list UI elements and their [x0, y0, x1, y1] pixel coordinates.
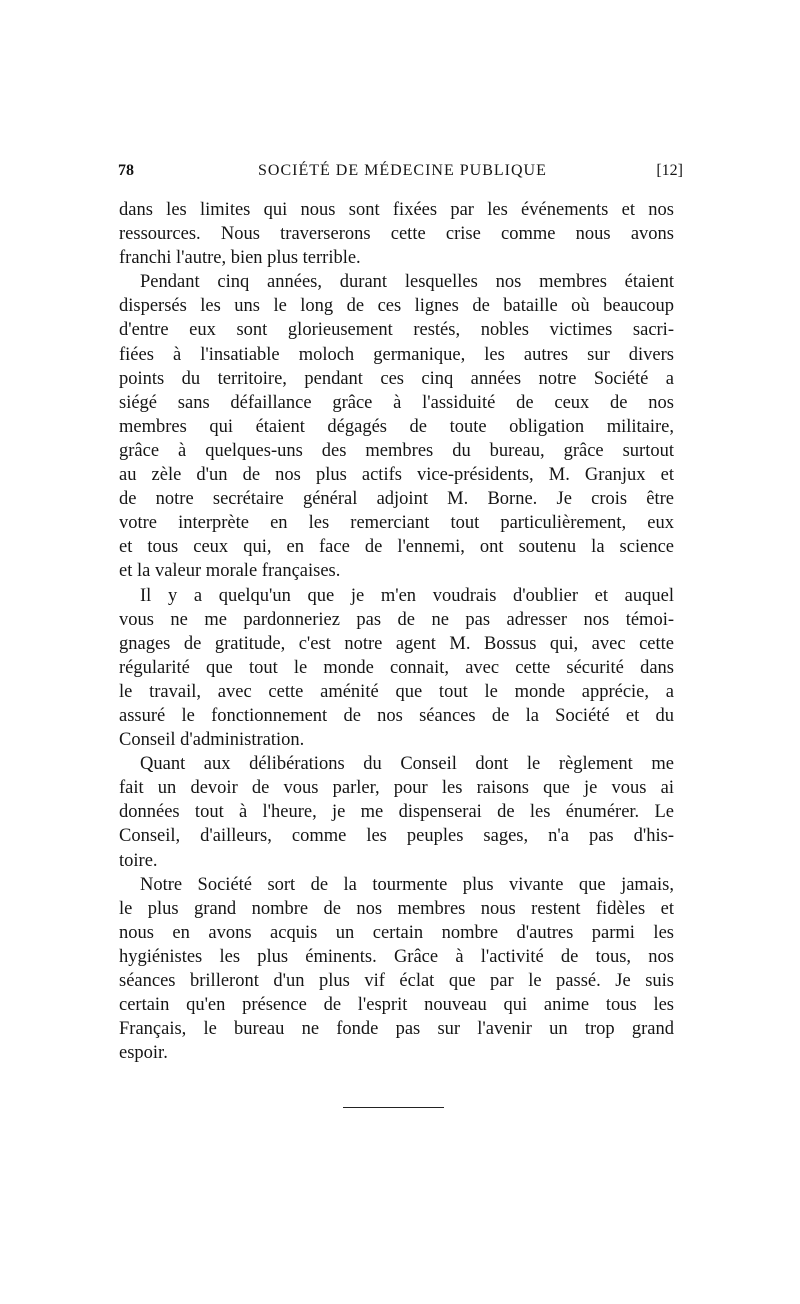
- text-line: séances brilleront d'un plus vif éclat que par le passé. Je suis: [119, 971, 674, 991]
- text-line: Quant aux délibérations du Conseil dont le règlement me: [140, 754, 674, 775]
- text-line: assuré le fonctionnement de nos séances de la Société et du: [119, 705, 674, 726]
- text-line: données tout à l'heure, je me dispenserai de les énumérer. Le: [119, 802, 674, 823]
- text-line: grâce à quelques-uns des membres du bureau, grâce surtout: [119, 440, 674, 461]
- text-line: membres qui étaient dégagés de toute obligation militaire,: [119, 416, 674, 437]
- text-line: de notre secrétaire général adjoint M. Borne. Je crois être: [119, 489, 674, 510]
- text-line: le travail, avec cette aménité que tout le monde apprécie, a: [119, 681, 674, 702]
- text-line: Il y a quelqu'un que je m'en voudrais d'oublier et auquel: [140, 585, 674, 606]
- text-line: régularité que tout le monde connait, avec cette sécurité dans: [119, 657, 674, 678]
- text-line: Conseil, d'ailleurs, comme les peuples sages, n'a pas d'his-: [119, 826, 674, 847]
- page-header: [118, 162, 683, 186]
- text-line: hygiénistes les plus éminents. Grâce à l'activité de tous, nos: [119, 946, 674, 967]
- text-line: Français, le bureau ne fonde pas sur l'avenir un trop grand: [119, 1019, 674, 1040]
- text-line: Conseil d'administration.: [119, 730, 305, 751]
- text-line: et tous ceux qui, en face de l'ennemi, ont soutenu la science: [119, 537, 674, 558]
- text-line: Notre Société sort de la tourmente plus vivante que jamais,: [140, 874, 674, 895]
- section-end-rule: [343, 1107, 444, 1108]
- text-line: toire.: [119, 850, 158, 871]
- page-number: 78: [118, 162, 134, 179]
- text-line: votre interprète en les remerciant tout particulièrement, eux: [119, 513, 674, 534]
- text-line: vous ne me pardonneriez pas de ne pas adresser nos témoi-: [119, 609, 674, 630]
- text-line: gnages de gratitude, c'est notre agent M. Bossus qui, avec cette: [119, 633, 674, 654]
- text-line: Pendant cinq années, durant lesquelles nos membres étaient: [140, 272, 674, 293]
- text-line: fait un devoir de vous parler, pour les raisons que je vous ai: [119, 778, 674, 799]
- body-text: [119, 198, 674, 1065]
- text-line: dans les limites qui nous sont fixées par les événements et nos: [119, 200, 674, 220]
- text-line: au zèle d'un de nos plus actifs vice-présidents, M. Granjux et: [119, 465, 674, 486]
- text-line: et la valeur morale françaises.: [119, 561, 341, 582]
- text-line: points du territoire, pendant ces cinq années notre Société a: [119, 368, 674, 389]
- text-line: dispersés les uns le long de ces lignes de bataille où beaucoup: [119, 296, 674, 317]
- text-line: espoir.: [119, 1043, 168, 1064]
- running-title: SOCIÉTÉ DE MÉDECINE PUBLIQUE: [258, 162, 547, 179]
- text-line: le plus grand nombre de nos membres nous restent fidèles et: [119, 898, 674, 919]
- text-line: franchi l'autre, bien plus terrible.: [119, 248, 361, 269]
- volume-mark: [12]: [656, 162, 683, 179]
- text-line: ressources. Nous traverserons cette crise comme nous avons: [119, 224, 674, 245]
- text-line: fiées à l'insatiable moloch germanique, les autres sur divers: [119, 344, 674, 365]
- text-line: d'entre eux sont glorieusement restés, nobles victimes sacri-: [119, 320, 674, 341]
- text-line: siégé sans défaillance grâce à l'assiduité de ceux de nos: [119, 392, 674, 413]
- text-line: certain qu'en présence de l'esprit nouveau qui anime tous les: [119, 995, 674, 1016]
- text-line: nous en avons acquis un certain nombre d'autres parmi les: [119, 922, 674, 943]
